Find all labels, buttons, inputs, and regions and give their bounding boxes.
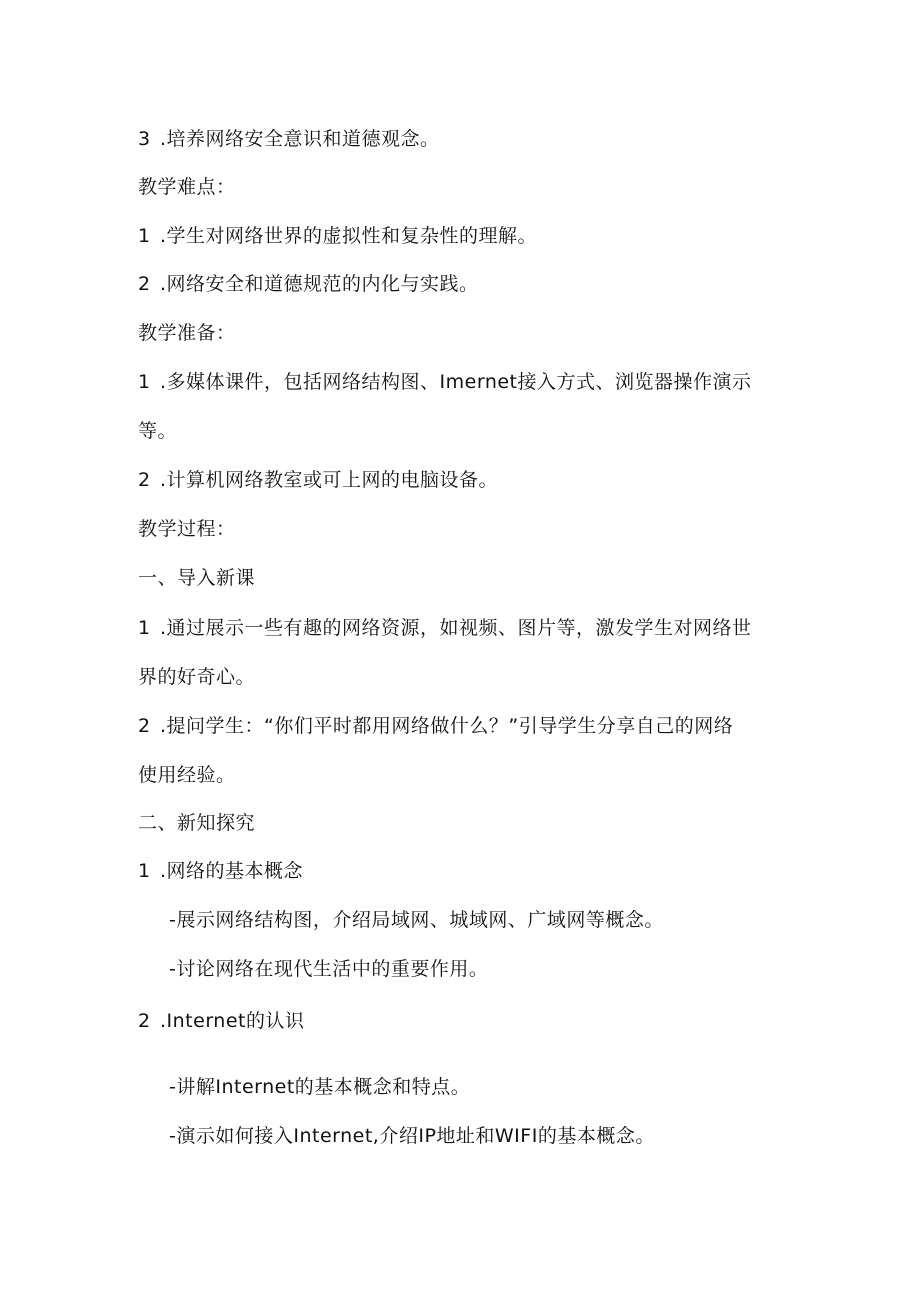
item-text: .培养网络安全意识和道德观念。 [160, 128, 440, 150]
preparation-item-2 [138, 467, 788, 493]
intro-item-1 [138, 615, 788, 641]
item-text: 使用经验。 [138, 764, 236, 786]
heading-text: 教学过程： [138, 518, 236, 540]
preparation-item-1 [138, 369, 788, 395]
item-number: 2 [138, 469, 151, 491]
explore-item-2 [138, 1008, 788, 1034]
intro-item-1-continued [138, 664, 788, 690]
item-text: -演示如何接入Internet,介绍IP地址和WIFI的基本概念。 [169, 1125, 655, 1147]
explore-item-1 [138, 858, 788, 884]
item-number: 1 [138, 371, 151, 393]
heading-text: 教学准备： [138, 322, 236, 344]
section-heading-difficulties [138, 174, 788, 200]
item-number: 2 [138, 715, 151, 737]
intro-item-2-continued [138, 762, 788, 788]
preparation-item-1-continued [138, 418, 788, 444]
subsection-heading-intro [138, 565, 788, 591]
section-heading-process [138, 516, 788, 542]
item-text: .学生对网络世界的虚拟性和复杂性的理解。 [160, 225, 538, 247]
heading-text: 一、导入新课 [138, 567, 256, 589]
item-text: .计算机网络教室或可上网的电脑设备。 [160, 469, 499, 491]
item-text: -展示网络结构图，介绍局域网、城域网、广域网等概念。 [169, 909, 664, 931]
item-number: 2 [138, 1010, 151, 1032]
item-text: .网络的基本概念 [160, 860, 304, 882]
item-text: .Internet的认识 [160, 1010, 305, 1032]
item-text: 等。 [138, 420, 178, 442]
heading-text: 教学难点： [138, 176, 236, 198]
subsection-heading-explore [138, 810, 788, 836]
item-number: 1 [138, 617, 151, 639]
item-number: 1 [138, 860, 151, 882]
explore-item-1-point-2 [169, 956, 819, 982]
item-text: .网络安全和道德规范的内化与实践。 [160, 273, 479, 295]
difficulty-item-1 [138, 223, 788, 249]
explore-item-1-point-1 [169, 907, 819, 933]
item-number: 3 [138, 128, 151, 150]
item-text: .多媒体课件，包括网络结构图、Imernet接入方式、浏览器操作演示 [160, 371, 752, 393]
section-heading-preparation [138, 320, 788, 346]
item-text: .通过展示一些有趣的网络资源，如视频、图片等，激发学生对网络世 [160, 617, 752, 639]
intro-item-2 [138, 713, 788, 739]
item-number: 2 [138, 273, 151, 295]
item-text: 界的好奇心。 [138, 666, 256, 688]
item-text: -讲解Internet的基本概念和特点。 [169, 1076, 471, 1098]
explore-item-2-point-1 [169, 1074, 819, 1100]
objective-item-3 [138, 126, 788, 152]
explore-item-2-point-2 [169, 1123, 819, 1149]
item-number: 1 [138, 225, 151, 247]
heading-text: 二、新知探究 [138, 812, 256, 834]
difficulty-item-2 [138, 271, 788, 297]
item-text: .提问学生：“你们平时都用网络做什么？”引导学生分享自己的网络 [160, 715, 734, 737]
item-text: -讨论网络在现代生活中的重要作用。 [169, 958, 489, 980]
